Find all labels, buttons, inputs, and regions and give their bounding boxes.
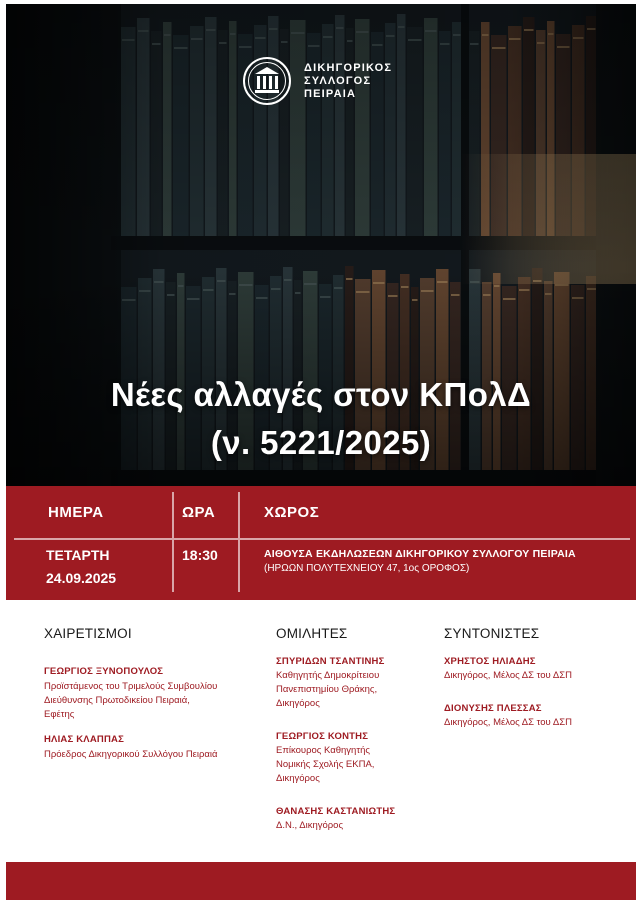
person-description [444,669,572,683]
person-description [44,748,218,762]
person-description [276,669,379,711]
person-description-line: Καθηγητής Δημοκρίτειου [276,670,380,681]
person-name: ΓΕΩΡΓΙΟΣ ΞΥΝΟΠΟΥΛΟΣ [44,666,164,677]
event-title: Νέες αλλαγές στον ΚΠολΔ [110,376,532,413]
greetings-header: ΧΑΙΡΕΤΙΣΜΟΙ [44,626,132,641]
organization-name [304,62,392,101]
event-day: ΤΕΤΑΡΤΗ [46,547,110,563]
person-name: ΗΛΙΑΣ ΚΛΑΠΠΑΣ [44,734,124,745]
person-description-line: Δικηγόρος, Μέλος ΔΣ του ΔΣΠ [444,670,572,681]
divider [14,538,630,540]
person-description-line: Δικηγόρος [276,773,320,784]
person-name: ΘΑΝΑΣΗΣ ΚΑΣΤΑΝΙΩΤΗΣ [276,806,396,817]
footer-bar [6,862,636,900]
divider [238,492,240,592]
person-description-line: Δικηγόρος, Μέλος ΔΣ του ΔΣΠ [444,717,572,728]
person-description-line: Πρόεδρος Δικηγορικού Συλλόγου Πειραιά [44,749,218,760]
person-description-line: Δικηγόρος [276,698,320,709]
person-description-line: Δ.Ν., Δικηγόρος [276,820,344,831]
divider [172,492,174,592]
organization-name-line: ΣΥΛΛΟΓΟΣ [304,74,372,87]
person-name: ΓΕΩΡΓΙΟΣ ΚΟΝΤΗΣ [276,731,369,742]
event-venue: ΑΙΘΟΥΣΑ ΕΚΔΗΛΩΣΕΩΝ ΔΙΚΗΓΟΡΙΚΟΥ ΣΥΛΛΟΓΟΥ ΠΕΙΡΑΙΑ [264,548,576,560]
person-name: ΧΡΗΣΤΟΣ ΗΛΙΑΔΗΣ [444,656,536,667]
hero-banner [6,4,636,486]
bar-association-emblem-icon [242,56,292,106]
person-description [44,680,217,722]
event-date: 24.09.2025 [46,570,117,586]
person-name: ΣΠΥΡΙΔΩΝ ΤΣΑΝΤΙΝΗΣ [276,656,385,667]
event-time: 18:30 [182,547,218,563]
organization-name-line: ΠΕΙΡΑΙΑ [304,87,357,100]
person-description-line: Πανεπιστημίου Θράκης, [276,684,378,695]
speakers-header: ΟΜΙΛΗΤΕΣ [276,626,348,641]
person-description [444,716,572,730]
event-subtitle: (ν. 5221/2025) [210,424,432,461]
person-description-line: Διεύθυνσης Πρωτοδικείου Πειραιά, [44,695,190,706]
person-name: ΔΙΟΝΥΣΗΣ ΠΛΕΣΣΑΣ [444,703,542,714]
organization-logo [242,56,392,106]
day-header: ΗΜΕΡΑ [48,504,104,521]
person-description-line: Νομικής Σχολής ΕΚΠΑ, [276,759,375,770]
venue-header: ΧΩΡΟΣ [264,504,320,521]
organization-name-line: ΔΙΚΗΓΟΡΙΚΟΣ [304,61,393,74]
person-description-line: Προϊστάμενος του Τριμελούς Συμβουλίου [44,681,218,692]
event-address: (ΗΡΩΩΝ ΠΟΛΥΤΕΧΝΕΙΟΥ 47, 1ος ΟΡΟΦΟΣ) [264,563,470,574]
person-description [276,744,374,786]
time-header: ΩΡΑ [182,504,216,521]
person-description-line: Επίκουρος Καθηγητής [276,745,370,756]
person-description [276,819,343,833]
person-description-line: Εφέτης [44,709,75,720]
moderators-header: ΣΥΝΤΟΝΙΣΤΕΣ [444,626,540,641]
